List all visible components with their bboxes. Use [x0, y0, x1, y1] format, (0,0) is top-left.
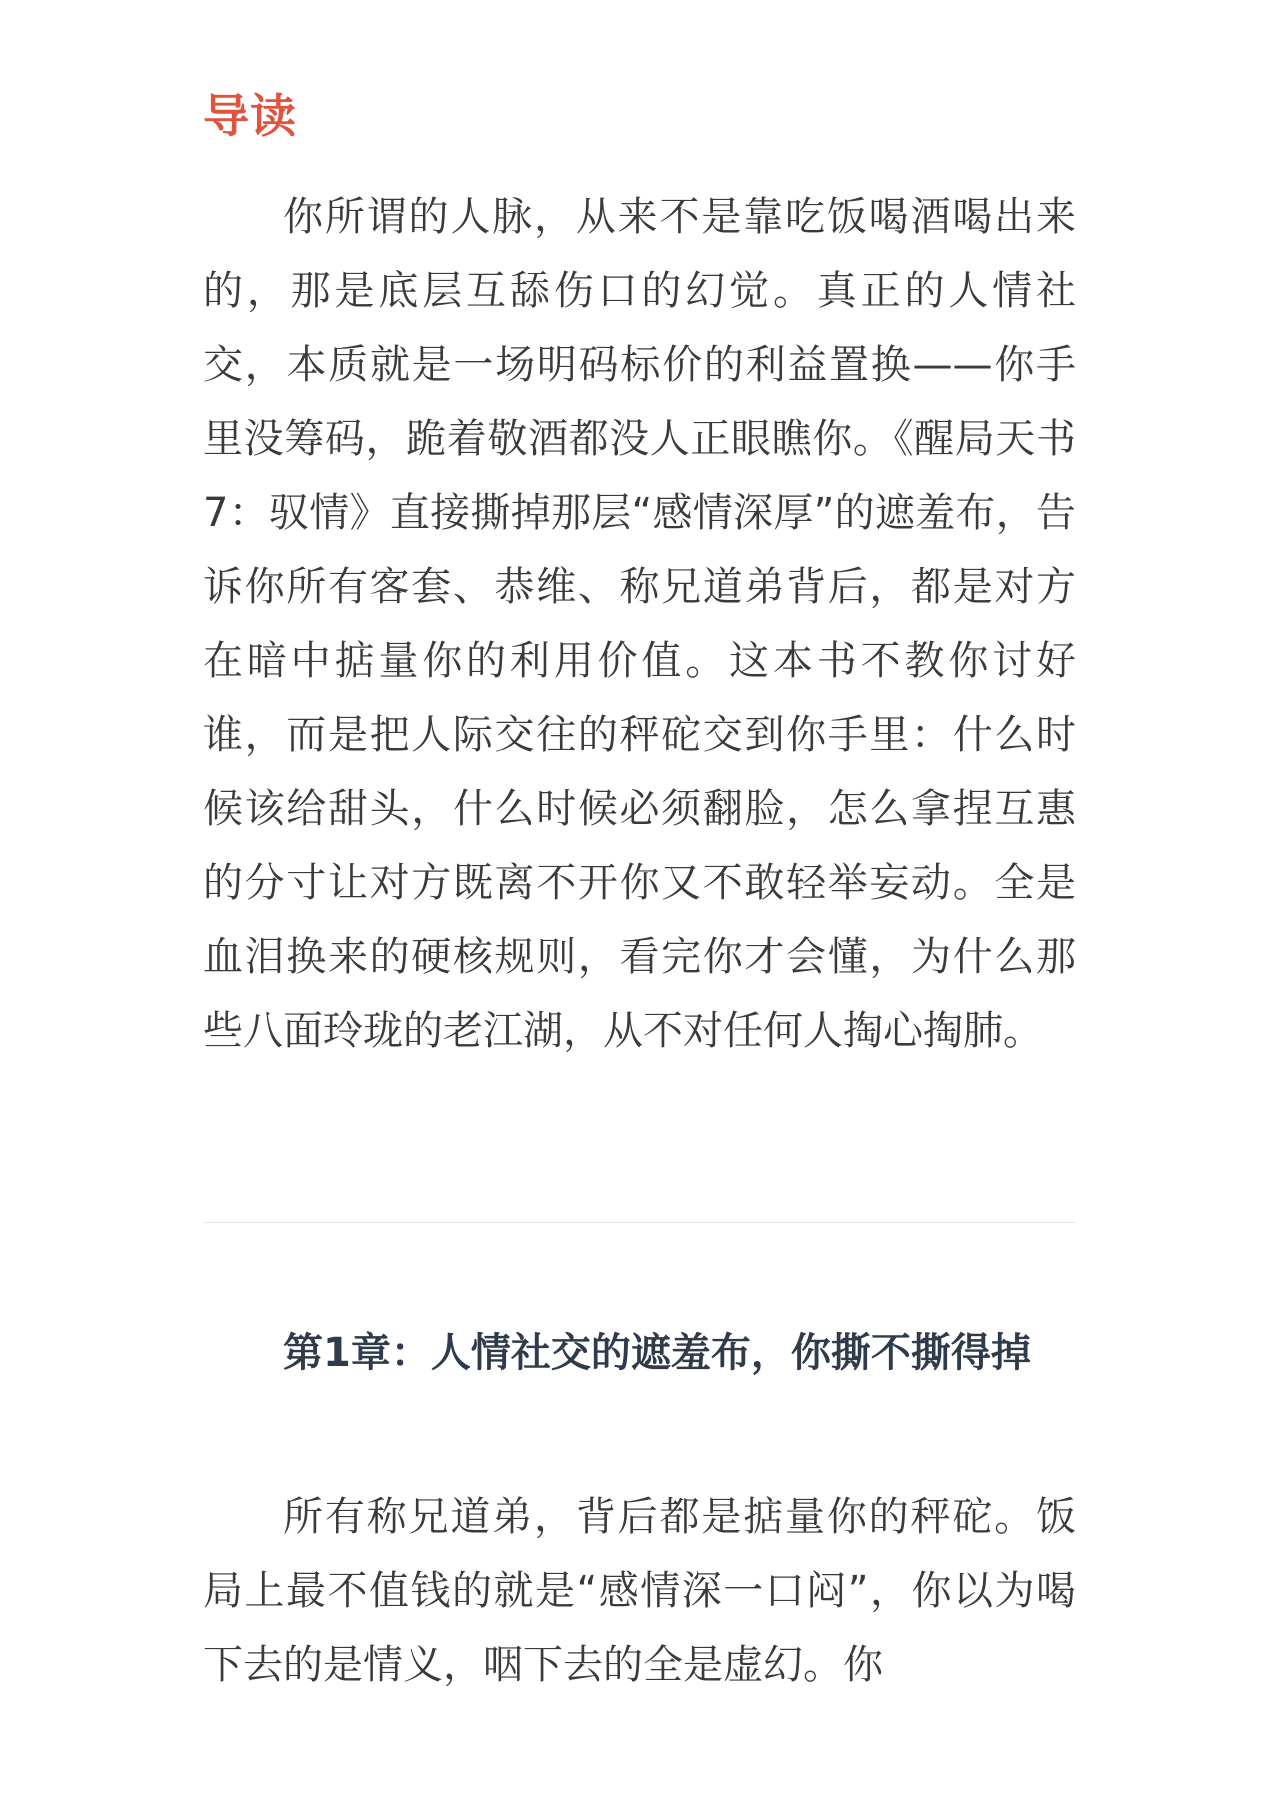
- intro-heading: 导读: [203, 89, 297, 143]
- intro-paragraph: 你所谓的人脉，从来不是靠吃饭喝酒喝出来的，那是底层互舔伤口的幻觉。真正的人情社交，本质就是一场明码标价的利益置换——你手里没筹码，跪着敬酒都没人正眼瞧你。《醒局天书7：驭情》直接撕掉那层“感情深厚”的遮羞布，告诉你所有客套、恭维、称兄道弟背后，都是对方在暗中掂量你的利用价值。这本书不教你讨好谁，而是把人际交往的秤砣交到你手里：什么时候该给甜头，什么时候必须翻脸，怎么拿捏互惠的分寸让对方既离不开你又不敢轻举妄动。全是血泪换来的硬核规则，看完你才会懂，为什么那些八面玲珑的老江湖，从不对任何人掏心掏肺。: [203, 194, 1076, 1054]
- chapter-1-paragraph: 所有称兄道弟，背后都是掂量你的秤砣。饭局上最不值钱的就是“感情深一口闷”，你以为喝下去的是情义，咽下去的全是虚幻。你: [203, 1494, 1076, 1688]
- section-divider: [203, 1222, 1076, 1223]
- chapter-1-title: 第1章：人情社交的遮羞布，你撕不撕得掉: [283, 1330, 1031, 1376]
